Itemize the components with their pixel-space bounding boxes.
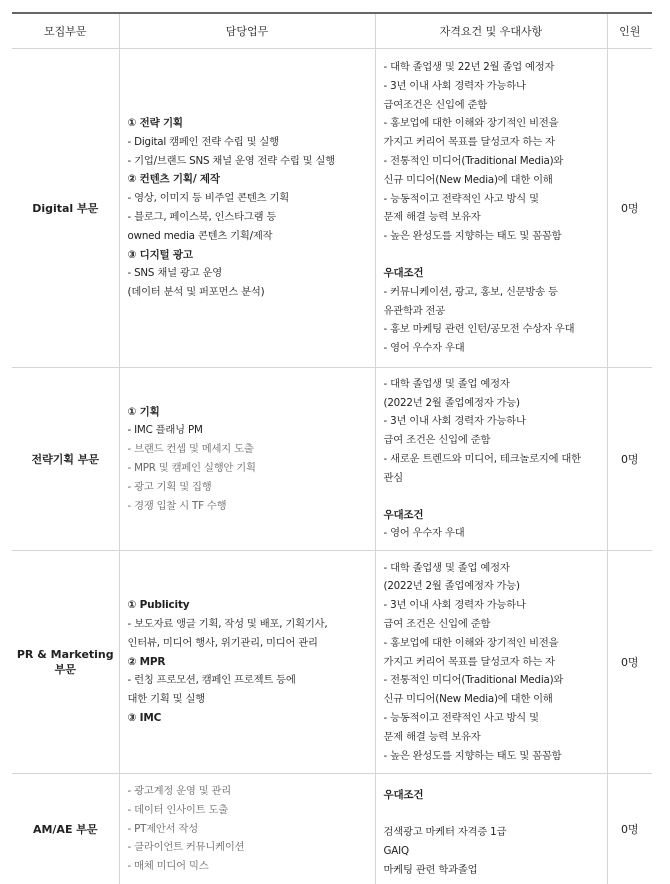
section-heading: 우대조건 (384, 506, 599, 525)
text-line: - 영어 우수자 우대 (384, 524, 599, 543)
headcount: 0명 (607, 551, 652, 774)
text-line: - 기업/브랜드 SNS 채널 운영 전략 수립 및 실행 (128, 152, 367, 171)
duties-lines (128, 114, 367, 302)
header-row (12, 13, 652, 49)
text-line: - 3년 이내 사회 경력자 가능하나 (384, 596, 599, 615)
qualifications-cell (375, 49, 607, 368)
text-line: 문제 해결 능력 보유자 (384, 728, 599, 747)
text-line: - SNS 채널 광고 운영 (128, 264, 367, 283)
section-heading: ① Publicity (128, 596, 367, 615)
section-heading: 우대조건 (384, 786, 599, 805)
qualifications-lines (384, 58, 599, 358)
qualifications-cell (375, 551, 607, 774)
section-heading: ② MPR (128, 653, 367, 672)
dept-name: Digital 부문 (12, 49, 119, 368)
text-line: - Digital 캠페인 전략 수립 및 실행 (128, 133, 367, 152)
text-line: 마케팅 관련 학과졸업 (384, 861, 599, 880)
text-line: - 대학 졸업생 및 졸업 예정자 (384, 375, 599, 394)
text-line: - 새로운 트렌드와 미디어, 테크놀로지에 대한 (384, 450, 599, 469)
qualifications-cell (375, 774, 607, 884)
duties-cell (119, 774, 375, 884)
spacer (384, 488, 599, 506)
section-heading: ① 기획 (128, 403, 367, 422)
text-line: 가지고 커리어 목표를 달성코자 하는 자 (384, 133, 599, 152)
text-line: - 런칭 프로모션, 캠페인 프로젝트 등에 (128, 671, 367, 690)
dept-name: PR & Marketing 부문 (12, 551, 119, 774)
text-line: 급여 조건은 신입에 준함 (384, 431, 599, 450)
text-line: 문제 해결 능력 보유자 (384, 208, 599, 227)
text-line: owned media 콘텐츠 기획/제작 (128, 227, 367, 246)
text-line: - 커뮤니케이션, 광고, 홍보, 신문방송 등 (384, 283, 599, 302)
text-line: - 홍보업에 대한 이해와 장기적인 비전을 (384, 114, 599, 133)
text-line: 신규 미디어(New Media)에 대한 이해 (384, 171, 599, 190)
text-line: - 대학 졸업생 및 졸업 예정자 (384, 559, 599, 578)
text-line: 인터뷰, 미디어 행사, 위기관리, 미디어 관리 (128, 634, 367, 653)
text-line: - 능동적이고 전략적인 사고 방식 및 (384, 190, 599, 209)
text-line: 급여 조건은 신입에 준함 (384, 615, 599, 634)
headcount: 0명 (607, 774, 652, 884)
text-line: - 보도자료 앵글 기획, 작성 및 배포, 기획기사, (128, 615, 367, 634)
text-line: - 높은 완성도를 지향하는 태도 및 꼼꼼함 (384, 227, 599, 246)
text-line: - 영상, 이미지 등 비주얼 콘텐츠 기획 (128, 189, 367, 208)
headcount: 0명 (607, 368, 652, 551)
spacer (384, 246, 599, 264)
text-line: - 전통적인 미디어(Traditional Media)와 (384, 152, 599, 171)
text-line: - 매체 미디어 믹스 (128, 857, 367, 876)
section-heading: 우대조건 (384, 264, 599, 283)
dept-name: AM/AE 부문 (12, 774, 119, 884)
text-line: GAIQ (384, 842, 599, 861)
duties-cell (119, 368, 375, 551)
text-line: - 영어 우수자 우대 (384, 339, 599, 358)
qualifications-lines (384, 778, 599, 879)
text-line: - 홍보업에 대한 이해와 장기적인 비전을 (384, 634, 599, 653)
text-line: - 대학 졸업생 및 22년 2월 졸업 예정자 (384, 58, 599, 77)
text-line: (데이터 분석 및 퍼포먼스 분석) (128, 283, 367, 302)
section-heading: ③ 디지털 광고 (128, 246, 367, 265)
duties-cell (119, 551, 375, 774)
row-am-ae (12, 774, 652, 884)
text-line: - 능동적이고 전략적인 사고 방식 및 (384, 709, 599, 728)
text-line: - 광고계정 운영 및 관리 (128, 782, 367, 801)
text-line: - 블로그, 페이스북, 인스타그램 등 (128, 208, 367, 227)
section-heading: ② 컨텐츠 기획/ 제작 (128, 170, 367, 189)
header-headcount: 인원 (607, 13, 652, 49)
header-dept: 모집부문 (12, 13, 119, 49)
text-line: 가지고 커리어 목표를 달성코자 하는 자 (384, 653, 599, 672)
header-qualifications: 자격요건 및 우대사항 (375, 13, 607, 49)
section-heading: ③ IMC (128, 709, 367, 728)
duties-lines (128, 782, 367, 876)
text-line: 신규 미디어(New Media)에 대한 이해 (384, 690, 599, 709)
text-line: 관심 (384, 469, 599, 488)
text-line: (2022년 2월 졸업예정자 가능) (384, 394, 599, 413)
row-strategy (12, 368, 652, 551)
text-line: - 높은 완성도를 지향하는 태도 및 꼼꼼함 (384, 747, 599, 766)
text-line: 대한 기획 및 실행 (128, 690, 367, 709)
text-line: 급여조건은 신입에 준함 (384, 96, 599, 115)
spacer (384, 805, 599, 823)
headcount: 0명 (607, 49, 652, 368)
qualifications-cell (375, 368, 607, 551)
text-line: - 데이터 인사이트 도출 (128, 801, 367, 820)
recruitment-table (12, 12, 652, 884)
text-line: - 전통적인 미디어(Traditional Media)와 (384, 671, 599, 690)
text-line: - 경쟁 입찰 시 TF 수행 (128, 497, 367, 516)
qualifications-lines (384, 375, 599, 543)
text-line: - 광고 기획 및 집행 (128, 478, 367, 497)
text-line: - 클라이언트 커뮤니케이션 (128, 838, 367, 857)
text-line: - 브랜드 컨셉 및 메세지 도출 (128, 440, 367, 459)
text-line: - PT제안서 작성 (128, 820, 367, 839)
text-line: 검색광고 마케터 자격증 1급 (384, 823, 599, 842)
text-line: - IMC 플래닝 PM (128, 421, 367, 440)
qualifications-lines (384, 559, 599, 766)
text-line: (2022년 2월 졸업예정자 가능) (384, 577, 599, 596)
text-line: - MPR 및 캠페인 실행안 기획 (128, 459, 367, 478)
text-line: - 3년 이내 사회 경력자 가능하나 (384, 77, 599, 96)
row-digital (12, 49, 652, 368)
text-line: - 홍보 마케팅 관련 인턴/공모전 수상자 우대 (384, 320, 599, 339)
text-line: 유관학과 전공 (384, 302, 599, 321)
header-duties: 담당업무 (119, 13, 375, 49)
duties-lines (128, 596, 367, 728)
text-line: - 3년 이내 사회 경력자 가능하나 (384, 412, 599, 431)
row-pr-marketing (12, 551, 652, 774)
section-heading: ① 전략 기획 (128, 114, 367, 133)
duties-lines (128, 403, 367, 516)
duties-cell (119, 49, 375, 368)
dept-name: 전략기획 부문 (12, 368, 119, 551)
